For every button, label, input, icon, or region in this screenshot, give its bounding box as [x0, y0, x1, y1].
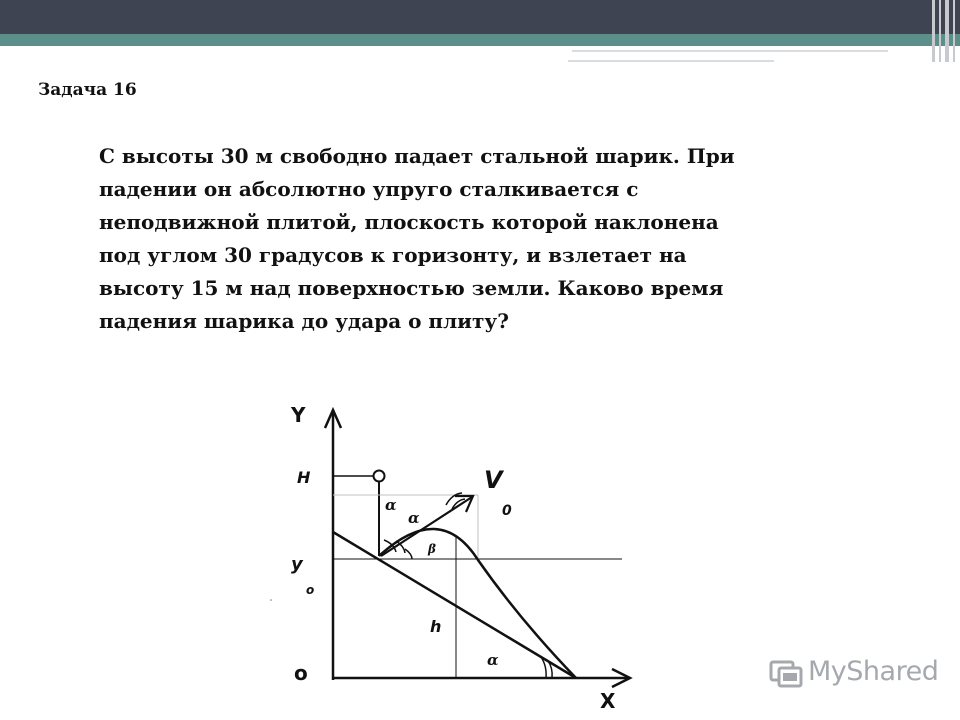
- ball: [374, 471, 385, 482]
- alpha-label-3: α: [487, 651, 499, 669]
- slide-title: Задача 16: [38, 80, 137, 100]
- alpha-label-1: α: [385, 496, 397, 514]
- origin-label: o: [294, 661, 308, 685]
- velocity-subscript: 0: [502, 503, 512, 519]
- x-axis-label: X: [600, 689, 616, 713]
- watermark-text: MyShared: [808, 656, 939, 687]
- watermark: [768, 654, 939, 694]
- y-axis-label: Y: [291, 403, 306, 427]
- inclined-plate: [333, 532, 576, 678]
- alpha-label-2: α: [408, 509, 420, 527]
- speck: [270, 599, 272, 601]
- height-label-H: H: [297, 468, 311, 487]
- y0-subscript: o: [306, 583, 315, 597]
- y0-label: y: [291, 554, 303, 575]
- h-label: h: [430, 617, 442, 636]
- beta-label: β: [428, 542, 436, 556]
- velocity-label: V: [484, 466, 503, 494]
- angle-arc-beta: [405, 549, 412, 559]
- problem-statement: С высоты 30 м свободно падает стальной шарик. При падении он абсолютно упруго сталкивается с неподвижной плитой, плоскость которой наклонена под углом 30 градусов к горизонту, и взлетает на высоту 15 м над поверхностью земли. Каково время падения шарика до удара о плиту?: [99, 144, 735, 333]
- myshared-logo-icon: [768, 656, 804, 692]
